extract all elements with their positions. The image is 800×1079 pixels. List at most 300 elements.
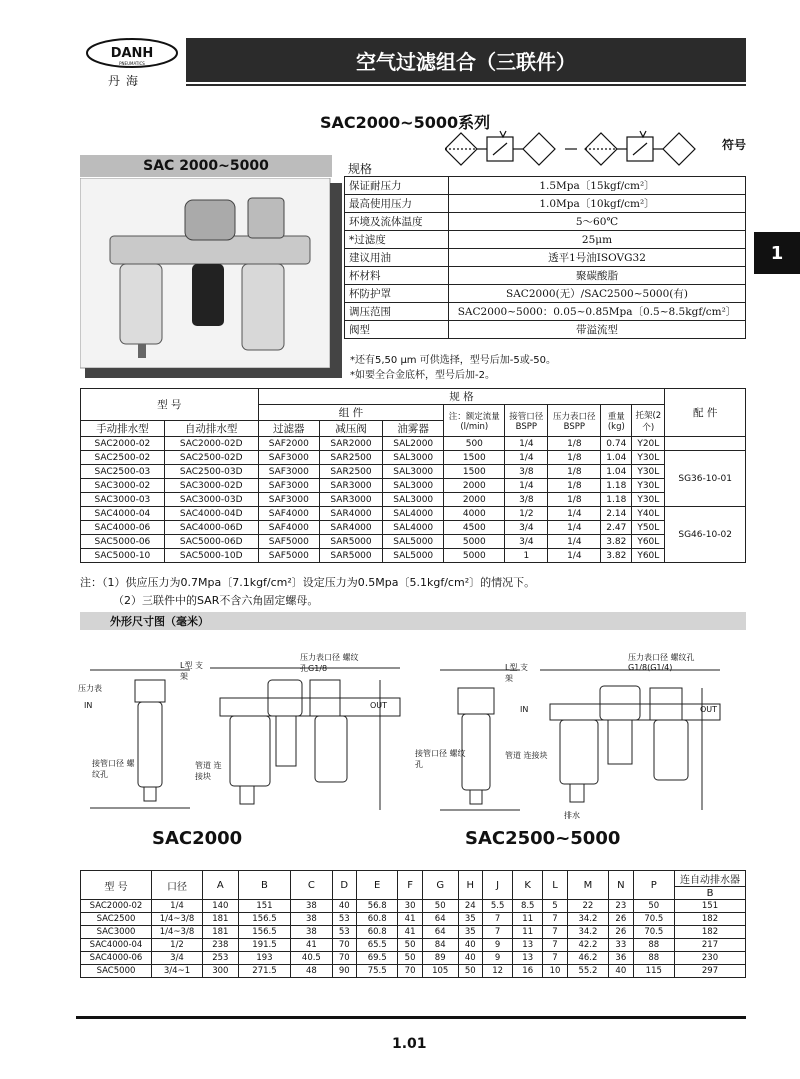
cell: 38 [291,913,332,926]
cell: 53 [332,926,357,939]
cell: Y60L [632,535,665,549]
table-row [81,965,746,978]
col-component: 组 件 [258,405,444,421]
page-number: 1.01 [392,1036,427,1052]
table-row [81,939,746,952]
col-auto-drain-b: B [675,887,746,900]
cell: 46.2 [567,952,608,965]
table-row [81,451,746,465]
cell: 84 [422,939,458,952]
spec-row [345,249,746,267]
cell: 41 [398,926,423,939]
cell: 40 [458,939,483,952]
label-port: 接管口径 螺纹孔 [92,759,135,779]
cell: 11 [513,926,543,939]
cell: SAL5000 [383,549,444,563]
spec-row [345,321,746,339]
spec-value: SAC2000~5000：0.05~0.85Mpa〔0.5~8.5kgf/cm²〕 [449,303,746,321]
cell: 151 [238,900,291,913]
col-gauge: 压力表口径BSPP [548,405,601,437]
label-bracket-2: L型 支架 [505,663,528,683]
cell: 156.5 [238,913,291,926]
col-spec: 规 格 [258,389,665,405]
cell: 3/8 [505,493,548,507]
cell: SAL2000 [383,437,444,451]
footnote: （2）三联件中的SAR不含六角固定螺母。 [113,594,319,607]
label-bracket: L型 支架 [180,661,203,681]
col-lubricator: 油雾器 [383,421,444,437]
cell: SAC2500 [81,913,152,926]
table-row [81,535,746,549]
cell: SAR2500 [320,465,383,479]
col-auto-drain: 连自动排水器 [675,871,746,887]
cell: 42.2 [567,939,608,952]
drawing-caption-sac2000: SAC2000 [152,828,243,849]
svg-text:OUT: OUT [370,701,388,710]
cell: SAF5000 [258,535,320,549]
cell: 140 [203,900,239,913]
col-g: G [422,871,458,900]
cell: 50 [633,900,674,913]
col-j: J [483,871,513,900]
spec-value: 25μm [449,231,746,249]
cell: 5 [543,900,568,913]
cell: SAR2000 [320,437,383,451]
col-k: K [513,871,543,900]
logo-chinese: 丹海 [108,74,145,88]
cell: 3/4 [505,521,548,535]
header-row [81,871,746,887]
cell: 1/8 [548,479,601,493]
cell: 55.2 [567,965,608,978]
cell: SAC2500-02 [81,451,165,465]
svg-text:PNEUMATICS: PNEUMATICS [119,61,145,66]
col-accessory: 配 件 [665,389,746,437]
symbol-label: 符号 [722,138,747,152]
cell: 156.5 [238,926,291,939]
header-row [81,389,746,405]
col-l: L [543,871,568,900]
cell: 10 [543,965,568,978]
cell: 3.82 [601,535,632,549]
series-title: SAC2000~5000系列 [320,113,491,132]
cell: SAC4000-06D [164,521,258,535]
cell: Y30L [632,465,665,479]
spec-row [345,267,746,285]
spec-row [345,177,746,195]
table-row [81,900,746,913]
spec-key: 建议用油 [345,249,449,267]
cell: Y30L [632,479,665,493]
cell: 7 [543,913,568,926]
spec-value: 5～60℃ [449,213,746,231]
drawing-caption-sac2500: SAC2500~5000 [465,828,621,849]
cell: 217 [675,939,746,952]
cell: SAC2000-02 [81,900,152,913]
spec-value: 聚碳酸脂 [449,267,746,285]
cell: 40.5 [291,952,332,965]
cell: 26 [609,926,634,939]
cell: 3/8 [505,465,548,479]
cell: 16 [513,965,543,978]
label-drain: 排水 [564,811,580,820]
cell: 2.47 [601,521,632,535]
cell: 23 [609,900,634,913]
spec-value: SAC2000(无）/SAC2500~5000(有) [449,285,746,303]
cell: 60.8 [357,913,398,926]
cell: 1.04 [601,451,632,465]
table-row [81,465,746,479]
cell: 191.5 [238,939,291,952]
cell: 0.74 [601,437,632,451]
cell: 70 [398,965,423,978]
cell: 1/4 [548,535,601,549]
cell: 50 [398,939,423,952]
cell: 2000 [444,493,505,507]
table-row [81,437,746,451]
col-h: H [458,871,483,900]
cell: SAC5000 [81,965,152,978]
cell: SAL3000 [383,465,444,479]
spec-row [345,195,746,213]
cell: 297 [675,965,746,978]
spec-key: 阀型 [345,321,449,339]
cell: 3.82 [601,549,632,563]
table-row [81,913,746,926]
pneumatic-symbols [445,125,715,173]
cell: 5000 [444,535,505,549]
cell: 238 [203,939,239,952]
col-c: C [291,871,332,900]
col-model: 型 号 [81,871,152,900]
label-port-2: 接管口径 螺纹孔 [415,749,466,769]
product-photo [80,178,342,378]
cell: 1/4 [505,437,548,451]
cell: Y20L [632,437,665,451]
cell: 9 [483,952,513,965]
cell: SAL3000 [383,451,444,465]
spec-key: *过滤度 [345,231,449,249]
cell: SAF3000 [258,493,320,507]
cell: SAL3000 [383,479,444,493]
cell: 60.8 [357,926,398,939]
cell: 3/4 [152,952,203,965]
cell: 64 [422,926,458,939]
spec-note: *还有5,50 μm 可供选择，型号后加-5或-50。 [350,355,557,366]
col-auto: 自动排水型 [164,421,258,437]
spec-key: 最高使用压力 [345,195,449,213]
cell: 1/8 [548,437,601,451]
cell: 230 [675,952,746,965]
cell: SAR4000 [320,521,383,535]
col-m: M [567,871,608,900]
cell: 4000 [444,507,505,521]
dimension-section-title: 外形尺寸图（毫米） [80,612,746,630]
spec-value: 1.0Mpa〔10kgf/cm²〕 [449,195,746,213]
cell: 115 [633,965,674,978]
spec-row [345,303,746,321]
cell: SAF3000 [258,479,320,493]
cell: 35 [458,913,483,926]
cell: Y40L [632,507,665,521]
danh-logo [86,38,178,68]
cell: SAF2000 [258,437,320,451]
cell: 38 [291,900,332,913]
col-flow: 注：额定流量(l/min) [444,405,505,437]
col-port: 接管口径BSPP [505,405,548,437]
accessory-cell: SG46-10-02 [665,507,746,563]
cell: 90 [332,965,357,978]
cell: SAL4000 [383,521,444,535]
cell: 75.5 [357,965,398,978]
cell: 13 [513,939,543,952]
cell: 70.5 [633,913,674,926]
cell: SAC2500-03D [164,465,258,479]
cell: SAF3000 [258,465,320,479]
cell: 89 [422,952,458,965]
spec-note: *如要全合金底杯，型号后加-2。 [350,370,495,381]
cell: 9 [483,939,513,952]
cell: 50 [458,965,483,978]
col-filter: 过滤器 [258,421,320,437]
cell: 1.18 [601,493,632,507]
col-weight: 重量(kg) [601,405,632,437]
page-title: 空气过滤组合（三联件） [186,38,746,82]
model-table [80,388,746,563]
col-e: E [357,871,398,900]
cell: 70 [332,952,357,965]
cell: SAF4000 [258,521,320,535]
cell: 30 [398,900,423,913]
spec-table [344,176,746,339]
col-regulator: 减压阀 [320,421,383,437]
spec-row [345,285,746,303]
cell: 40 [609,965,634,978]
cell: 1.04 [601,465,632,479]
cell: 65.5 [357,939,398,952]
cell: Y30L [632,451,665,465]
cell: SAR3000 [320,479,383,493]
section-tab: 1 [754,232,800,274]
cell: Y60L [632,549,665,563]
col-n: N [609,871,634,900]
table-row [81,549,746,563]
cell: 34.2 [567,913,608,926]
svg-text:IN: IN [84,701,93,710]
cell: 1/4 [548,521,601,535]
spec-key: 杯材料 [345,267,449,285]
col-bracket: 托架(2个) [632,405,665,437]
cell: SAC5000-10D [164,549,258,563]
cell: 1/4 [548,507,601,521]
cell: SAC5000-06 [81,535,165,549]
label-gauge: 压力表 [78,684,102,693]
cell: 182 [675,926,746,939]
cell: 24 [458,900,483,913]
svg-text:IN: IN [520,705,529,714]
cell: SAR5000 [320,535,383,549]
cell: 69.5 [357,952,398,965]
cell: SAR3000 [320,493,383,507]
cell: 11 [513,913,543,926]
cell: SAC2000-02 [81,437,165,451]
cell: 8.5 [513,900,543,913]
cell: 7 [483,913,513,926]
cell: SAC3000-02D [164,479,258,493]
svg-text:DANH: DANH [110,46,154,61]
cell: 1/4 [505,479,548,493]
table-row [81,952,746,965]
cell: 3/4 [505,535,548,549]
cell: 1/4~3/8 [152,913,203,926]
dimension-table [80,870,746,978]
cell: SAC3000-03D [164,493,258,507]
spec-row [345,213,746,231]
cell: 1/4 [505,451,548,465]
cell: 40 [332,900,357,913]
cell: 41 [398,913,423,926]
cell: 56.8 [357,900,398,913]
cell: 50 [398,952,423,965]
cell: 1.18 [601,479,632,493]
cell: 3/4~1 [152,965,203,978]
cell: 70 [332,939,357,952]
spec-key: 杯防护罩 [345,285,449,303]
cell: 7 [543,926,568,939]
cell: SAC4000-06 [81,952,152,965]
spec-key: 保证耐压力 [345,177,449,195]
cell: 1/2 [152,939,203,952]
footnote: 注：（1）供应压力为0.7Mpa〔7.1kgf/cm²〕设定压力为0.5Mpa〔5.1kgf/cm²〕的情况下。 [80,576,536,589]
cell: 35 [458,926,483,939]
spec-row [345,231,746,249]
cell: SAC2000-02D [164,437,258,451]
cell: SAF4000 [258,507,320,521]
table-row [81,926,746,939]
cell: 193 [238,952,291,965]
col-a: A [203,871,239,900]
spec-value: 1.5Mpa〔15kgf/cm²〕 [449,177,746,195]
cell: 2000 [444,479,505,493]
cell: SAC4000-04 [81,507,165,521]
cell: 64 [422,913,458,926]
cell: 271.5 [238,965,291,978]
cell: 50 [422,900,458,913]
accessory-cell: SG36-10-01 [665,451,746,507]
cell: 182 [675,913,746,926]
cell: 70.5 [633,926,674,939]
cell: 5000 [444,549,505,563]
cell: 53 [332,913,357,926]
cell: SAR4000 [320,507,383,521]
cell: SAL3000 [383,493,444,507]
cell: 33 [609,939,634,952]
cell: Y50L [632,521,665,535]
cell: 88 [633,952,674,965]
cell: 12 [483,965,513,978]
svg-text:OUT: OUT [700,705,718,714]
cell: 1/4 [548,549,601,563]
cell: 41 [291,939,332,952]
label-pipe: 管道 连接块 [195,761,222,781]
cell: 1/4~3/8 [152,926,203,939]
cell: SAR5000 [320,549,383,563]
cell: Y30L [632,493,665,507]
cell: SAC2500-03 [81,465,165,479]
cell: 151 [675,900,746,913]
spec-value: 带溢流型 [449,321,746,339]
cell: SAC5000-10 [81,549,165,563]
col-p: P [633,871,674,900]
cell: SAF5000 [258,549,320,563]
table-row [81,493,746,507]
cell: 1500 [444,465,505,479]
cell: SAF3000 [258,451,320,465]
cell: 181 [203,913,239,926]
footer-rule [76,1016,746,1019]
cell: SAC4000-04 [81,939,152,952]
cell: 1/4 [152,900,203,913]
label-pipe-2: 管道 连接块 [505,751,548,760]
cell: 1/2 [505,507,548,521]
cell: SAL4000 [383,507,444,521]
cell: 4500 [444,521,505,535]
cell: SAC3000-02 [81,479,165,493]
col-model: 型 号 [81,389,259,421]
cell [665,437,746,451]
title-underline [186,84,746,86]
cell: SAC2500-02D [164,451,258,465]
cell: 7 [543,952,568,965]
cell: 253 [203,952,239,965]
cell: 1 [505,549,548,563]
spec-title: 规格 [348,162,373,176]
col-d: D [332,871,357,900]
table-row [81,479,746,493]
spec-value: 透平1号油ISOVG32 [449,249,746,267]
cell: 88 [633,939,674,952]
photo-caption: SAC 2000~5000 [80,155,332,177]
col-f: F [398,871,423,900]
cell: 105 [422,965,458,978]
cell: 13 [513,952,543,965]
cell: 7 [543,939,568,952]
cell: SAC4000-06 [81,521,165,535]
cell: 500 [444,437,505,451]
label-gauge-port: 压力表口径 螺纹孔G1/8 [300,653,359,673]
cell: SAC3000-03 [81,493,165,507]
table-row [81,507,746,521]
cell: 1/8 [548,493,601,507]
spec-key: 环境及流体温度 [345,213,449,231]
table-row [81,521,746,535]
cell: 1/8 [548,451,601,465]
cell: 1/8 [548,465,601,479]
col-manual: 手动排水型 [81,421,165,437]
col-b: B [238,871,291,900]
cell: SAC3000 [81,926,152,939]
cell: SAR2500 [320,451,383,465]
cell: SAL5000 [383,535,444,549]
cell: 48 [291,965,332,978]
cell: 36 [609,952,634,965]
label-gauge-port-2: 压力表口径 螺纹孔G1/8(G1/4) [628,653,695,672]
cell: 38 [291,926,332,939]
col-port: 口径 [152,871,203,900]
cell: SAC5000-06D [164,535,258,549]
cell: 1500 [444,451,505,465]
cell: 5.5 [483,900,513,913]
